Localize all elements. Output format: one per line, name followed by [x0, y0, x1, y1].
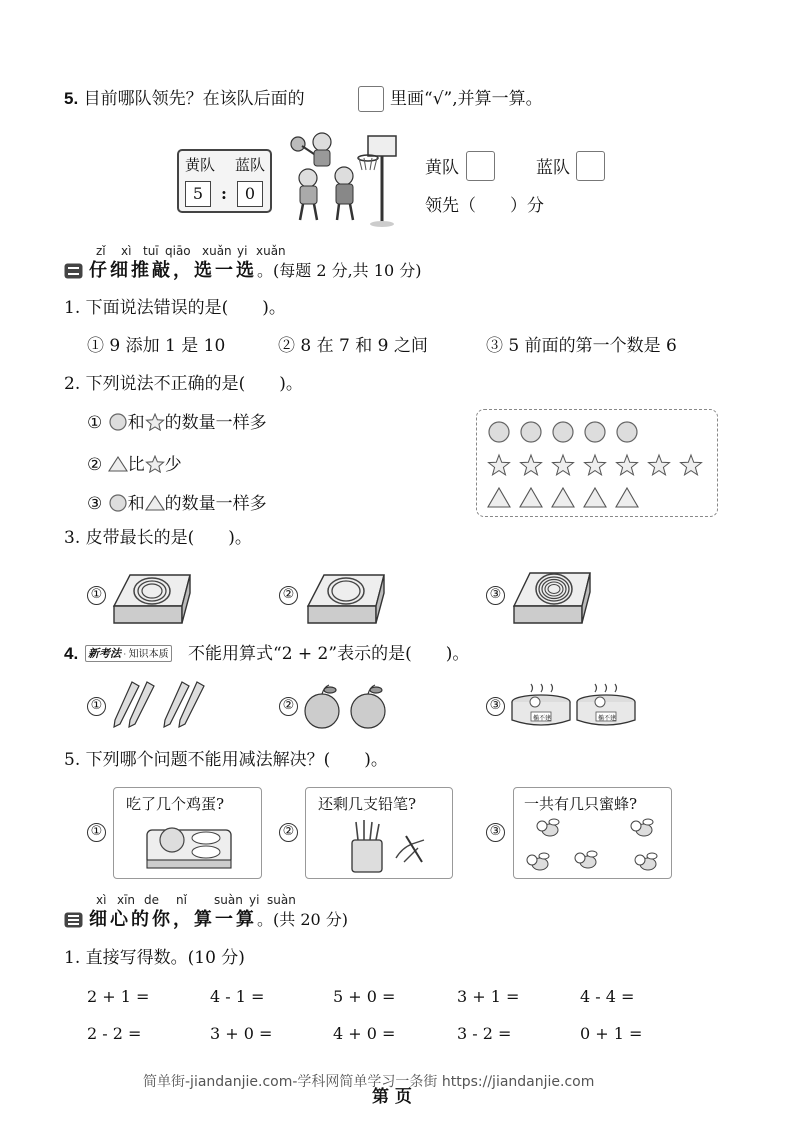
circle-shape [617, 422, 637, 442]
s2-q4-stem: 不能用算式“2 + 2”表示的是( )。 [188, 644, 470, 664]
calc-2[interactable]: 4 - 1 = [210, 987, 265, 1006]
s2-q3-stem: 3. 皮带最长的是( )。 [64, 528, 252, 548]
s2-q1-option-1[interactable]: ① 9 添加 1 是 10 [87, 336, 226, 356]
calc-10[interactable]: 0 + 1 = [580, 1024, 643, 1043]
s2-q4-label-2[interactable]: ② [279, 697, 298, 716]
apples-figure [302, 683, 392, 731]
s2-q3-label-3[interactable]: ③ [486, 586, 505, 605]
score-team-blue: 蓝队 [235, 156, 266, 174]
card-bees-text: 一共有几只蜜蜂? [524, 795, 638, 813]
triangle-icon [145, 494, 165, 512]
calc-5[interactable]: 4 - 4 = [580, 987, 635, 1006]
answer-yellow-label: 黄队 [425, 158, 459, 178]
score-colon: : [221, 184, 227, 203]
section3-note: 。(共 20 分) [257, 910, 349, 929]
triangle-shape [520, 488, 542, 507]
shapes-box [476, 409, 718, 517]
s2-q5-stem: 5. 下列哪个问题不能用减法解决？( )。 [64, 750, 388, 770]
s3-q1-stem: 1. 直接写得数。(10 分) [64, 948, 245, 968]
s2-q4-line [64, 644, 78, 664]
section3-title-row [89, 910, 348, 930]
card-bees [513, 787, 672, 879]
star-shape [681, 455, 702, 475]
calc-7[interactable]: 3 + 0 = [210, 1024, 273, 1043]
bowl-label-2: 椭不建 [598, 715, 617, 722]
s2-q1-option-2[interactable]: ② 8 在 7 和 9 之间 [278, 336, 428, 356]
section2-title: 仔细推敲，选一选 [89, 260, 257, 281]
q5-number: 5. [64, 89, 79, 108]
answer-blue-box[interactable] [576, 151, 605, 181]
s2-q3-label-1[interactable]: ① [87, 586, 106, 605]
circle-shape [585, 422, 605, 442]
card-pencils [305, 787, 453, 879]
card-pencils-text: 还剩几支铅笔? [318, 795, 417, 813]
answer-yellow-box[interactable] [466, 151, 495, 181]
badge-main: 新考法 [88, 647, 121, 660]
triangle-shape [616, 488, 638, 507]
footer-watermark[interactable]: 简单街-jiandanjie.com-学科网简单学习一条街 https://jiandanjie.com [143, 1074, 595, 1090]
calc-8[interactable]: 4 + 0 = [333, 1024, 396, 1043]
s2-q2-stem: 2. 下列说法不正确的是( )。 [64, 374, 303, 394]
calc-6[interactable]: 2 - 2 = [87, 1024, 142, 1043]
s2-q4-number: 4. [64, 644, 79, 663]
score-board [177, 149, 272, 213]
star-shape [617, 455, 638, 475]
card-eggs [113, 787, 262, 879]
circle-shape [521, 422, 541, 442]
q5-text-after: 里画“√”,并算一算。 [390, 89, 543, 109]
section3-title: 细心的你，算一算 [89, 909, 257, 930]
answer-blue-label: 蓝队 [536, 158, 570, 178]
steamed-buns-figure [511, 680, 641, 732]
section-three-icon [64, 912, 83, 928]
q5-text-before: 目前哪队领先？在该队后面的 [83, 89, 305, 109]
star-icon [145, 413, 165, 431]
circle-icon [108, 413, 128, 431]
calc-9[interactable]: 3 - 2 = [457, 1024, 512, 1043]
star-shape [489, 455, 510, 475]
circle-shape [553, 422, 573, 442]
star-shape [521, 455, 542, 475]
star-icon [145, 455, 165, 473]
inline-answer-box [358, 86, 384, 112]
belt-box-1 [112, 561, 192, 629]
star-shape [553, 455, 574, 475]
calc-4[interactable]: 3 + 1 = [457, 987, 520, 1006]
shapes-figure [477, 410, 717, 516]
s2-q1-option-3[interactable]: ③ 5 前面的第一个数是 6 [486, 336, 677, 356]
lead-text: 领先（ ）分 [425, 196, 544, 216]
section2-title-row [89, 261, 421, 281]
card-eggs-text: 吃了几个鸡蛋? [126, 795, 225, 813]
circle-icon [108, 494, 128, 512]
triangle-shape [584, 488, 606, 507]
s2-q2-option-1[interactable]: ① 和 的数量一样多 [87, 413, 267, 433]
section2-note: 。(每题 2 分,共 10 分) [257, 261, 422, 280]
pencil-cup-icon [344, 818, 434, 876]
s2-q5-label-1[interactable]: ① [87, 823, 106, 842]
score-yellow: 5 [185, 181, 211, 207]
calc-1[interactable]: 2 + 1 = [87, 987, 150, 1006]
circle-shape [489, 422, 509, 442]
triangle-icon [108, 455, 128, 473]
triangle-shape [488, 488, 510, 507]
s2-q4-label-3[interactable]: ③ [486, 697, 505, 716]
bees-icon [518, 816, 668, 878]
page-number: 第 页 [372, 1087, 412, 1107]
basketball-kids-illustration [286, 128, 404, 228]
badge-sub: 知识本质 [128, 649, 169, 660]
belt-box-2 [306, 561, 386, 629]
q5-line [64, 89, 305, 109]
s2-q5-label-2[interactable]: ② [279, 823, 298, 842]
pencils-figure [112, 680, 214, 730]
s2-q2-option-2[interactable]: ② 比 少 [87, 455, 182, 475]
score-blue: 0 [237, 181, 263, 207]
star-shape [649, 455, 670, 475]
s2-q4-label-1[interactable]: ① [87, 697, 106, 716]
section-two-icon [64, 263, 83, 279]
belt-box-3 [512, 559, 592, 629]
s2-q2-option-3[interactable]: ③ 和 的数量一样多 [87, 494, 267, 514]
egg-tray-icon [144, 820, 234, 874]
s2-q5-label-3[interactable]: ③ [486, 823, 505, 842]
new-exam-badge: 新考法 · 知识本质 [85, 645, 172, 662]
calc-3[interactable]: 5 + 0 = [333, 987, 396, 1006]
bowl-label-1: 椭不建 [533, 715, 552, 722]
s2-q1-stem: 1. 下面说法错误的是( )。 [64, 298, 286, 318]
star-shape [585, 455, 606, 475]
triangle-shape [552, 488, 574, 507]
s2-q3-label-2[interactable]: ② [279, 586, 298, 605]
score-team-yellow: 黄队 [185, 156, 216, 174]
